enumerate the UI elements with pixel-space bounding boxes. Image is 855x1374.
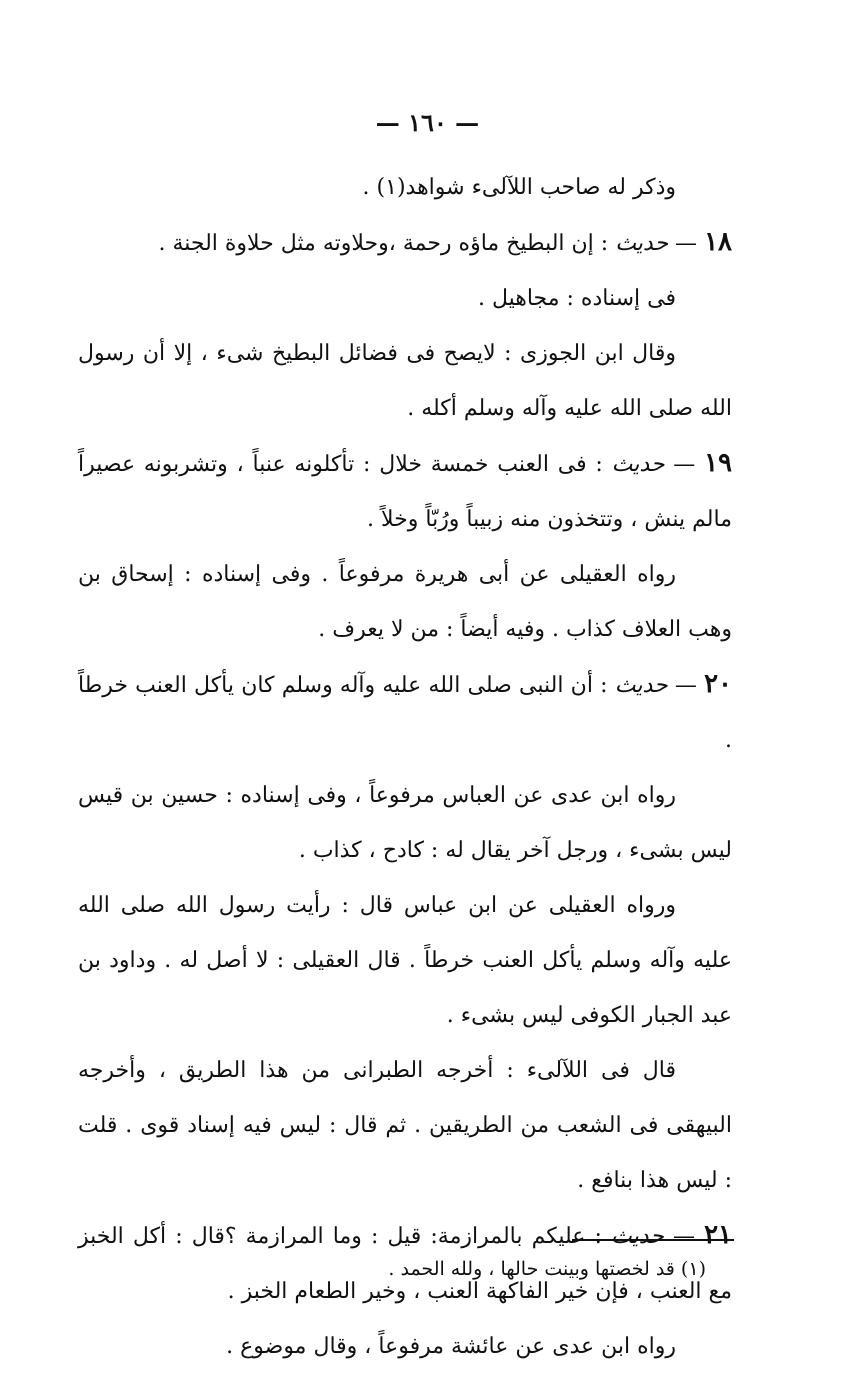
body-text xyxy=(78,160,732,1374)
hadith-20 xyxy=(78,657,732,768)
paragraph: رواه العقيلى عن أبى هريرة مرفوعاً . وفى إسناده : إسحاق بن وهب العلاف كذاب . وفيه أيضاً : من لا يعرف . xyxy=(78,562,732,642)
paragraph: رواه ابن عدى عن عائشة مرفوعاً ، وقال موضوع . xyxy=(226,1334,676,1359)
hadith-number: ٢١ xyxy=(704,1220,732,1250)
hadith-text: : عليكم بالمرازمة: قيل : وما المرازمة ؟قال : أكل الخبز مع العنب ، فإن خير الفاكهة العنب ، وخير الطعام الخبز . xyxy=(78,1224,732,1304)
paragraph: فى إسناده : مجاهيل . xyxy=(477,286,676,311)
paragraph: قال فى اللآلىء : أخرجه الطبرانى من هذا الطريق ، وأخرجه البيهقى فى الشعب من الطريقين . ثم قال : ليس فيه إسناد قوى . قلت : ليس هذا بنافع . xyxy=(78,1058,732,1193)
hadith-dash: — xyxy=(663,1224,705,1249)
hadith-number: ٢٠ xyxy=(704,669,732,699)
footnote: (١) قد لخصتها وبينت حالها ، ولله الحمد . xyxy=(388,1258,706,1280)
paragraph: رواه ابن عدى عن العباس مرفوعاً ، وفى إسناده : حسين بن قيس ليس بشىء ، ورجل آخر يقال له : كادح ، كذاب . xyxy=(78,783,732,863)
paragraph: وذكر له صاحب اللآلىء شواهد(١) . xyxy=(362,175,676,200)
paragraph: وقال ابن الجوزى : لايصح فى فضائل البطيخ شىء ، إلا أن رسول الله صلى الله عليه وآله وسلم أكله . xyxy=(78,341,732,421)
hadith-text: : إن البطيخ ماؤه رحمة ،وحلاوته مثل حلاوة الجنة . xyxy=(158,231,616,256)
hadith-word: حديث xyxy=(611,452,665,477)
hadith-word: حديث xyxy=(614,673,668,698)
hadith-dash: — xyxy=(667,673,705,698)
hadith-word: حديث xyxy=(615,231,669,256)
hadith-number: ١٩ xyxy=(704,448,732,478)
hadith-19 xyxy=(78,436,732,547)
hadith-dash: — xyxy=(668,231,705,256)
hadith-18 xyxy=(78,215,732,271)
paragraph: ورواه العقيلى عن ابن عباس قال : رأيت رسول الله صلى الله عليه وآله وسلم يأكل العنب خرطاً . قال العقيلى : لا أصل له . وداود بن عبد الجبار الكوفى ليس بشىء . xyxy=(78,893,732,1028)
hadith-dash: — xyxy=(664,452,705,477)
hadith-word: حديث xyxy=(611,1224,664,1249)
hadith-text: : فى العنب خمسة خلال : تأكلونه عنباً ، وتشربونه عصيراً مالم ينش ، وتتخذون منه زبيباً ورُبّاً وخلاً . xyxy=(78,452,732,532)
hadith-number: ١٨ xyxy=(704,227,732,257)
page-number: — ١٦٠ — xyxy=(375,108,480,137)
hadith-text: : أن النبى صلى الله عليه وآله وسلم كان يأكل العنب خرطاً . xyxy=(78,673,732,753)
footnote-divider xyxy=(572,1239,734,1241)
